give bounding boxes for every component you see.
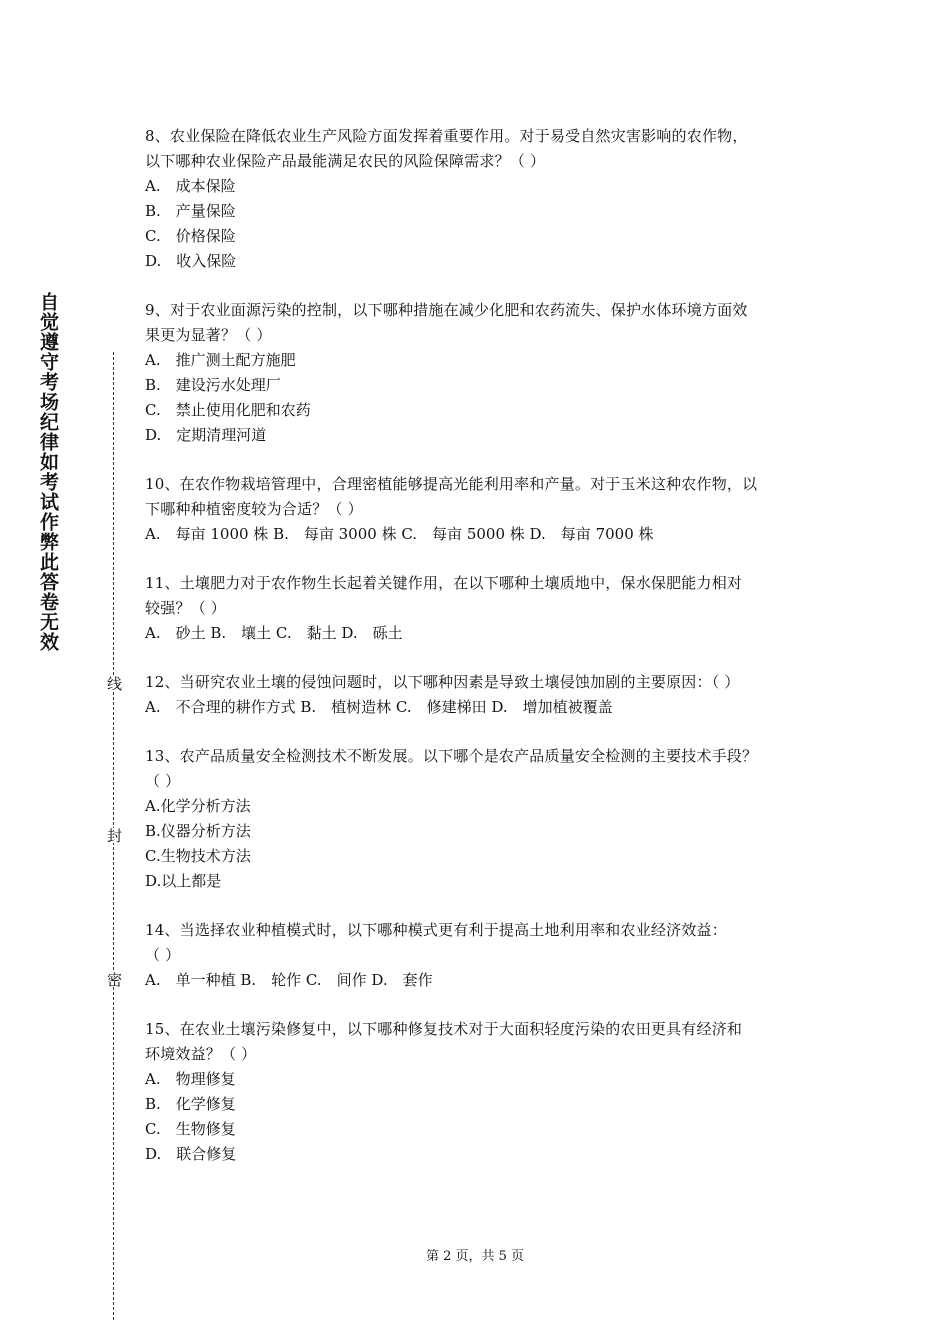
question-10 xyxy=(145,472,813,547)
option-c[interactable]: C.生物技术方法 xyxy=(145,847,251,865)
question-stem: 果更为显著？（ ） xyxy=(145,326,272,344)
option-a[interactable]: A. 成本保险 xyxy=(145,177,236,195)
option-d[interactable]: D.以上都是 xyxy=(145,872,222,890)
question-stem: （ ） xyxy=(145,772,181,790)
question-stem: （ ） xyxy=(145,946,181,964)
question-12 xyxy=(145,670,813,720)
question-stem: 以下哪种农业保险产品最能满足农民的风险保障需求？（ ） xyxy=(145,152,546,170)
option-d[interactable]: D. 定期清理河道 xyxy=(145,426,267,444)
question-stem: 13、农产品质量安全检测技术不断发展。以下哪个是农产品质量安全检测的主要技术手段？ xyxy=(145,747,758,765)
question-11 xyxy=(145,571,813,646)
exam-rules-vertical-title: 自觉遵守考场纪律如考试作弊此答卷无效 xyxy=(37,292,59,652)
question-stem: 8、农业保险在降低农业生产风险方面发挥着重要作用。对于易受自然灾害影响的农作物， xyxy=(145,127,748,145)
option-a[interactable]: A.化学分析方法 xyxy=(145,797,251,815)
option-b[interactable]: B.仪器分析方法 xyxy=(145,822,251,840)
question-stem: 12、当研究农业土壤的侵蚀问题时，以下哪种因素是导致土壤侵蚀加剧的主要原因：（ ） xyxy=(145,673,740,691)
option-c[interactable]: C. 禁止使用化肥和农药 xyxy=(145,401,311,419)
option-c[interactable]: C. 价格保险 xyxy=(145,227,236,245)
option-b[interactable]: B. 产量保险 xyxy=(145,202,236,220)
question-stem: 11、土壤肥力对于农作物生长起着关键作用，在以下哪种土壤质地中，保水保肥能力相对 xyxy=(145,574,743,592)
question-stem: 9、对于农业面源污染的控制，以下哪种措施在减少化肥和农药流失、保护水体环境方面效 xyxy=(145,301,748,319)
question-8 xyxy=(145,124,813,274)
question-stem: 环境效益？（ ） xyxy=(145,1045,257,1063)
question-9 xyxy=(145,298,813,448)
question-stem: 15、在农业土壤污染修复中，以下哪种修复技术对于大面积轻度污染的农田更具有经济和 xyxy=(145,1020,743,1038)
question-stem: 较强？（ ） xyxy=(145,599,226,617)
option-d[interactable]: D. 收入保险 xyxy=(145,252,237,270)
options-inline[interactable]: A. 不合理的耕作方式 B. 植树造林 C. 修建梯田 D. 增加植被覆盖 xyxy=(145,698,613,716)
option-b[interactable]: B. 建设污水处理厂 xyxy=(145,376,281,394)
option-d[interactable]: D. 联合修复 xyxy=(145,1145,237,1163)
question-stem: 下哪种种植密度较为合适？（ ） xyxy=(145,500,363,518)
question-15 xyxy=(145,1017,813,1167)
options-inline[interactable]: A. 单一种植 B. 轮作 C. 间作 D. 套作 xyxy=(145,971,433,989)
question-13 xyxy=(145,744,813,894)
options-inline[interactable]: A. 每亩 1000 株 B. 每亩 3000 株 C. 每亩 5000 株 D. 每亩 7000 株 xyxy=(145,525,654,543)
seal-char-line: 线 xyxy=(105,676,123,691)
options-inline[interactable]: A. 砂土 B. 壤土 C. 黏土 D. 砾土 xyxy=(145,624,403,642)
option-c[interactable]: C. 生物修复 xyxy=(145,1120,236,1138)
question-stem: 10、在农作物栽培管理中，合理密植能够提高光能利用率和产量。对于玉米这种农作物，以 xyxy=(145,475,758,493)
page-number: 第 2 页，共 5 页 xyxy=(425,1249,525,1264)
question-stem: 14、当选择农业种植模式时，以下哪种模式更有利于提高土地利用率和农业经济效益： xyxy=(145,921,727,939)
option-b[interactable]: B. 化学修复 xyxy=(145,1095,236,1113)
question-14 xyxy=(145,918,813,993)
seal-char-secret: 密 xyxy=(105,972,123,987)
option-a[interactable]: A. 推广测土配方施肥 xyxy=(145,351,296,369)
seal-char-seal: 封 xyxy=(105,828,123,843)
question-list xyxy=(145,124,813,1191)
option-a[interactable]: A. 物理修复 xyxy=(145,1070,236,1088)
